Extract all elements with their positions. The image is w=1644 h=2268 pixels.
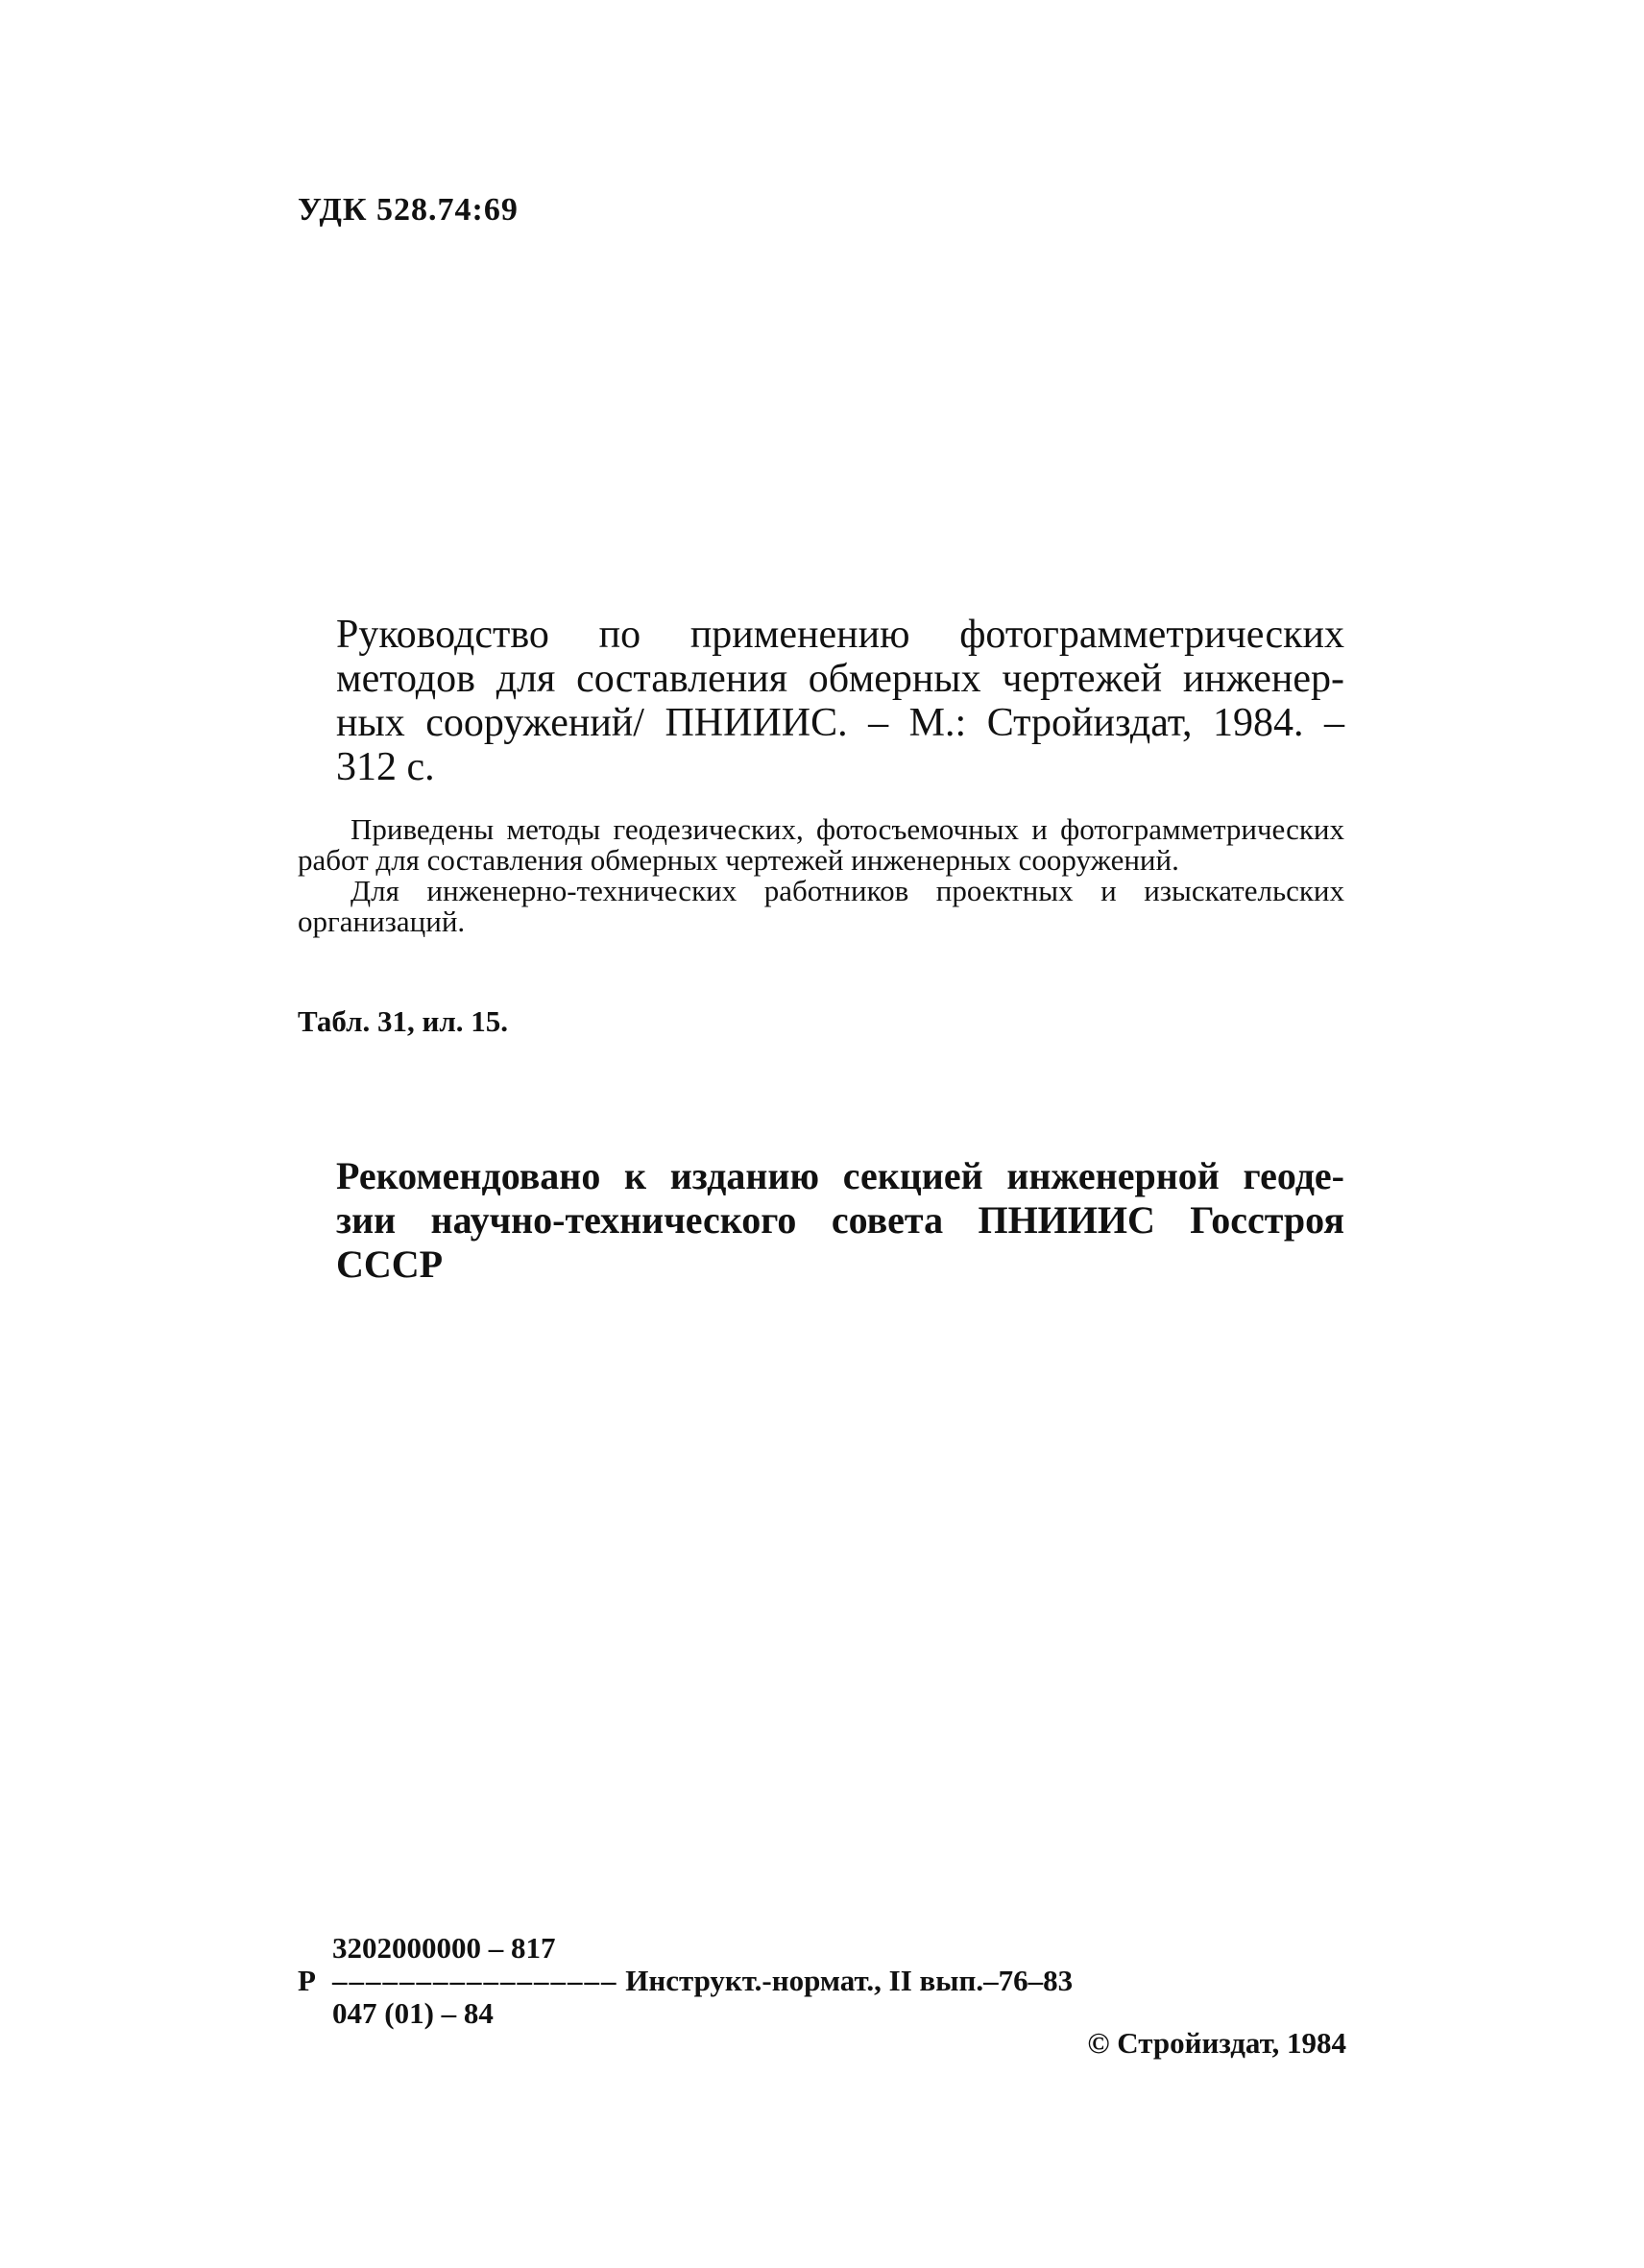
title-line: методов для составления обмерных чертежей инженер- [336,657,1344,701]
tables-illustrations-count: Табл. 31, ил. 15. [298,1004,509,1038]
annotation-paragraph: Для инженерно-технических работников проектных и изыскательских организаций. [298,874,1344,938]
copyright: © Стройиздат, 1984 [1087,2026,1346,2060]
title-line: Руководство по применению фотограмметрических [336,613,1344,657]
code-letter: Р [298,1964,316,1997]
code-fraction-line: ––––––––––––––––– [332,1964,618,1997]
annotation-paragraph: Приведены методы геодезических, фотосъемочных и фотограмметрических работ для составления обмерных чертежей инженерных сооружений. [298,812,1344,877]
bibliographic-description [336,613,1344,789]
annotation [298,814,1344,937]
title-line: ных сооружений/ ПНИИИС. – М.: Стройиздат, 1984. – [336,701,1344,745]
recommendation [336,1154,1344,1287]
code-denominator: 047 (01) – 84 [332,1996,494,2030]
publication-code [298,1932,1354,2030]
code-series: Инструкт.-нормат., II вып.–76–83 [625,1964,1074,1997]
code-numerator: 3202000000 – 817 [332,1931,556,1965]
title-line: 312 с. [336,745,435,789]
recommendation-line: Рекомендовано к изданию секцией инженерной геоде- [336,1154,1344,1197]
recommendation-line: зии научно-технического совета ПНИИИС Госстроя СССР [336,1198,1344,1286]
udk-code: УДК 528.74:69 [298,192,519,228]
